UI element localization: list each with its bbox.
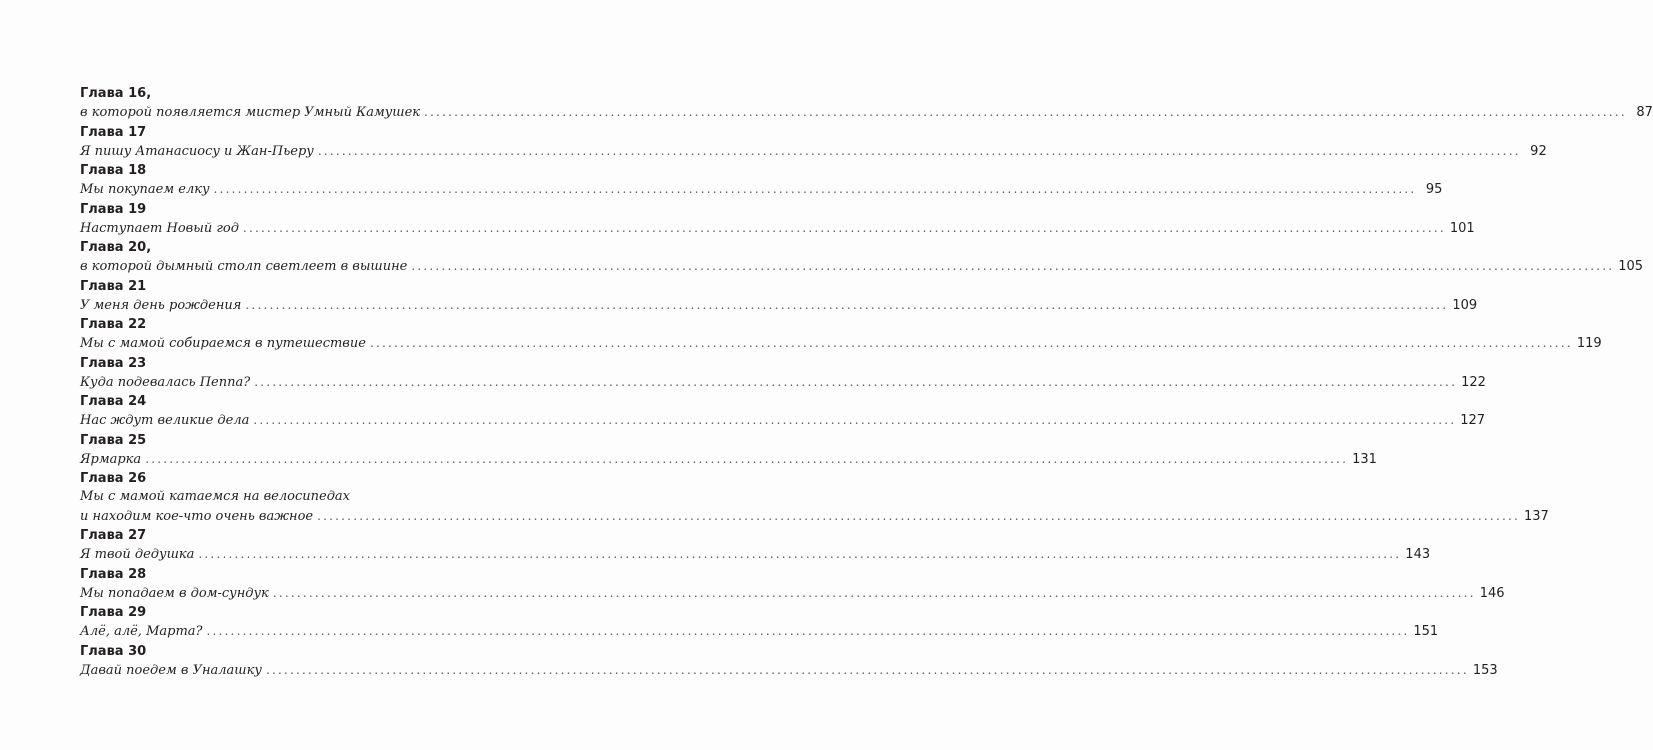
chapter-number: Глава 16, [80,86,152,101]
page-number: 105 [1618,259,1644,274]
chapter-number: Глава 29 [80,605,147,620]
chapter-number: Глава 23 [80,355,147,371]
chapter-number: Глава 24 [80,394,147,409]
toc-entry [80,642,1498,680]
chapter-title: У меня день рождения [80,297,242,313]
toc-entry [80,123,1547,161]
page-number: 146 [1479,585,1505,601]
chapter-title: Я твой дедушка [80,547,195,562]
page-number: 122 [1461,374,1486,390]
dot-leader: ........................................................................................................................................................................................................ [424,105,1627,119]
toc-entry [80,200,1475,238]
chapter-number: Глава 21 [80,278,147,294]
dot-leader: ........................................................................................................................................................................................................ [272,585,1476,600]
dot-leader: ........................................................................................................................................................................................................ [145,451,1349,466]
chapter-title: Нас ждут великие дела [80,413,250,428]
chapter-title: и находим кое-что очень важное [80,508,314,524]
toc-entry [80,161,1443,199]
page-number: 153 [1472,662,1498,678]
dot-leader: ........................................................................................................................................................................................................ [213,182,1417,196]
chapter-number: Глава 27 [80,528,147,543]
page-number: 127 [1460,413,1486,428]
chapter-title: Наступает Новый год [80,220,239,236]
page-number: 137 [1524,508,1549,524]
chapter-number: Глава 17 [80,124,147,140]
toc-entry [80,354,1486,392]
page-number: 131 [1352,451,1377,467]
table-of-contents [80,84,1653,680]
dot-leader: ........................................................................................................................................................................................................ [265,662,1469,677]
page-number: 101 [1449,220,1475,236]
chapter-number: Глава 20, [80,240,152,255]
toc-entry [80,84,1653,122]
toc-entry [80,469,1549,525]
page-number: 151 [1413,624,1439,639]
dot-leader: ........................................................................................................................................................................................................ [242,220,1446,235]
chapter-title: Давай поедем в Уналашку [80,662,262,678]
dot-leader: ........................................................................................................................................................................................................ [317,143,1521,158]
chapter-number: Глава 22 [80,317,147,332]
chapter-number: Глава 28 [80,566,147,582]
dot-leader: ........................................................................................................................................................................................................ [198,547,1402,561]
dot-leader: ........................................................................................................................................................................................................ [317,508,1520,523]
page-number: 143 [1405,547,1431,562]
dot-leader: ........................................................................................................................................................................................................ [206,624,1410,638]
chapter-title: в которой дымный столп светлеет в вышине [80,259,408,274]
dot-leader: ........................................................................................................................................................................................................ [253,413,1457,427]
chapter-number: Глава 30 [80,643,147,659]
chapter-title: Мы с мамой собираемся в путешествие [80,336,366,351]
toc-entry [80,238,1644,276]
page-number: 87 [1636,105,1653,120]
chapter-number: Глава 19 [80,201,147,217]
chapter-number: Глава 26 [80,471,147,486]
chapter-number: Глава 18 [80,163,147,178]
toc-entry [80,565,1505,603]
toc-entry [80,603,1439,641]
toc-entry [80,526,1431,564]
chapter-title: Ярмарка [80,451,142,467]
dot-leader: ........................................................................................................................................................................................................ [254,374,1458,389]
toc-entry [80,315,1602,353]
page-number: 119 [1576,336,1602,351]
chapter-title: Мы покупаем елку [80,182,210,197]
dot-leader: ........................................................................................................................................................................................................ [369,336,1573,350]
chapter-number: Глава 25 [80,432,147,448]
toc-entry [80,277,1478,315]
chapter-title: Я пишу Атанасиосу и Жан-Пьеру [80,143,314,159]
toc-entry [80,431,1377,469]
chapter-title: Куда подевалась Пеппа? [80,374,251,390]
dot-leader: ........................................................................................................................................................................................................ [411,259,1615,273]
chapter-title: в которой появляется мистер Умный Камушек [80,105,421,120]
page-number: 109 [1452,297,1478,313]
page-number: 92 [1530,143,1547,159]
toc-entry [80,392,1486,430]
page-number: 95 [1425,182,1443,197]
dot-leader: ........................................................................................................................................................................................................ [245,297,1449,312]
chapter-title: Мы попадаем в дом-сундук [80,585,269,601]
chapter-title: Мы с мамой катаемся на велосипедах [80,489,351,504]
chapter-title: Алё, алё, Марта? [80,624,203,639]
